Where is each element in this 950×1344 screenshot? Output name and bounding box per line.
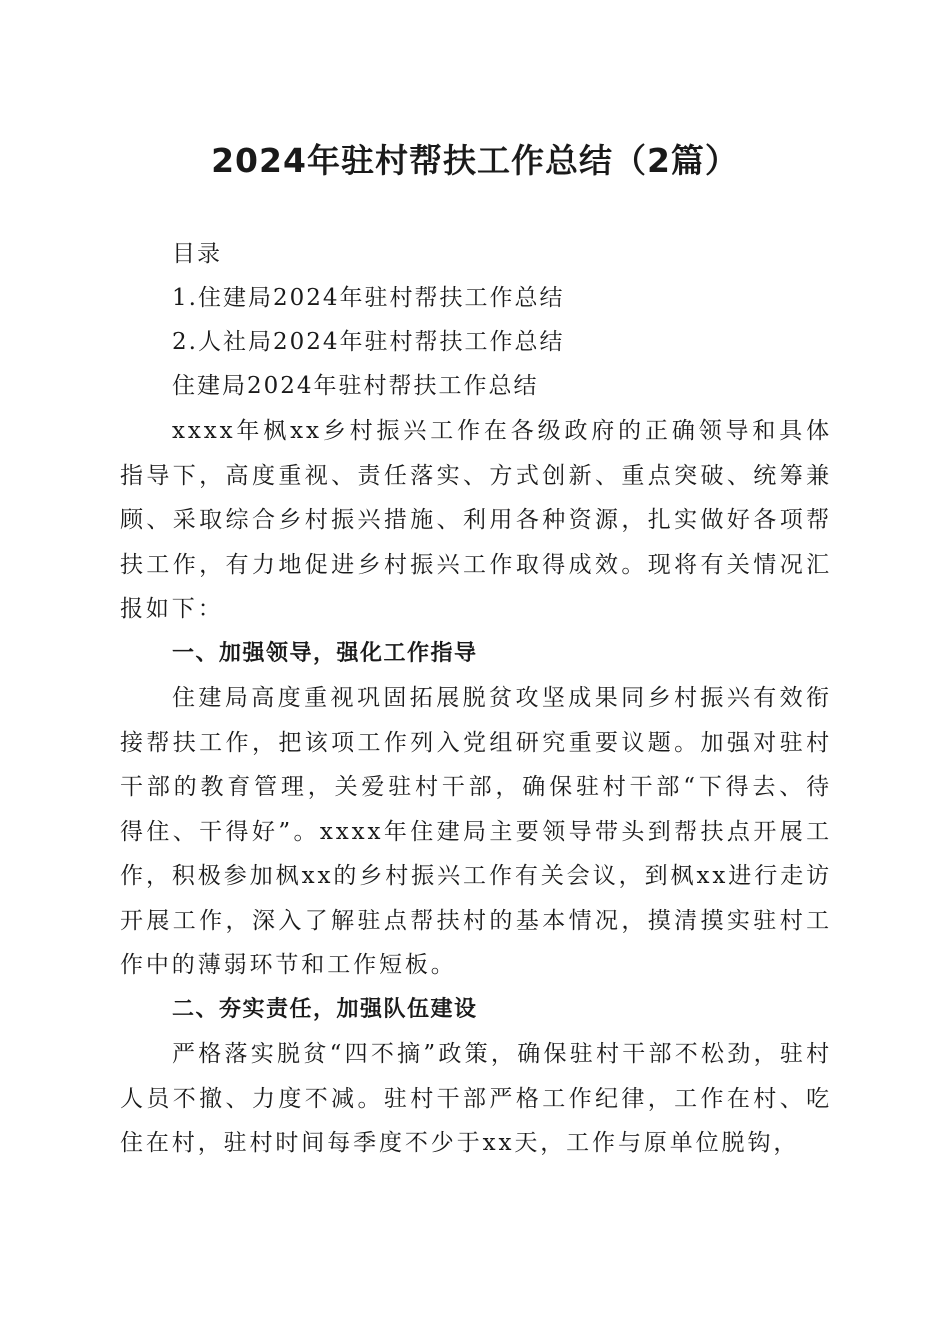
section-paragraph: 严格落实脱贫“四不摘”政策，确保驻村干部不松劲，驻村人员不撤、力度不减。驻村干部严格工作纪律，工作在村、吃住在村，驻村时间每季度不少于xx天，工作与原单位脱钩， xyxy=(120,1041,832,1156)
intro-paragraph: xxxx年枫xx乡村振兴工作在各级政府的正确领导和具体指导下，高度重视、责任落实、方式创新、重点突破、统筹兼顾、采取综合乡村振兴措施、利用各种资源，扎实做好各项帮扶工作，有力地促进乡村振兴工作取得成效。现将有关情况汇报如下： xyxy=(120,418,832,622)
section-heading: 一、加强领导，强化工作指导 xyxy=(172,640,478,666)
toc-item: 1.住建局2024年驻村帮扶工作总结 xyxy=(172,285,565,311)
document-body xyxy=(120,409,832,1166)
toc-item: 2.人社局2024年驻村帮扶工作总结 xyxy=(172,329,565,355)
document-title: 2024年驻村帮扶工作总结（2篇） xyxy=(211,141,739,180)
section-paragraph: 住建局高度重视巩固拓展脱贫攻坚成果同乡村振兴有效衔接帮扶工作，把该项工作列入党组研究重要议题。加强对驻村干部的教育管理，关爱驻村干部，确保驻村干部“下得去、待得住、干得好”。xxxx年住建局主要领导带头到帮扶点开展工作，积极参加枫xx的乡村振兴工作有关会议，到枫xx进行走访开展工作，深入了解驻点帮扶村的基本情况，摸清摸实驻村工作中的薄弱环节和工作短板。 xyxy=(120,685,832,978)
table-of-contents xyxy=(172,232,852,408)
article-title: 住建局2024年驻村帮扶工作总结 xyxy=(172,373,539,399)
section-heading: 二、夯实责任，加强队伍建设 xyxy=(172,996,478,1022)
toc-heading: 目录 xyxy=(172,241,222,267)
